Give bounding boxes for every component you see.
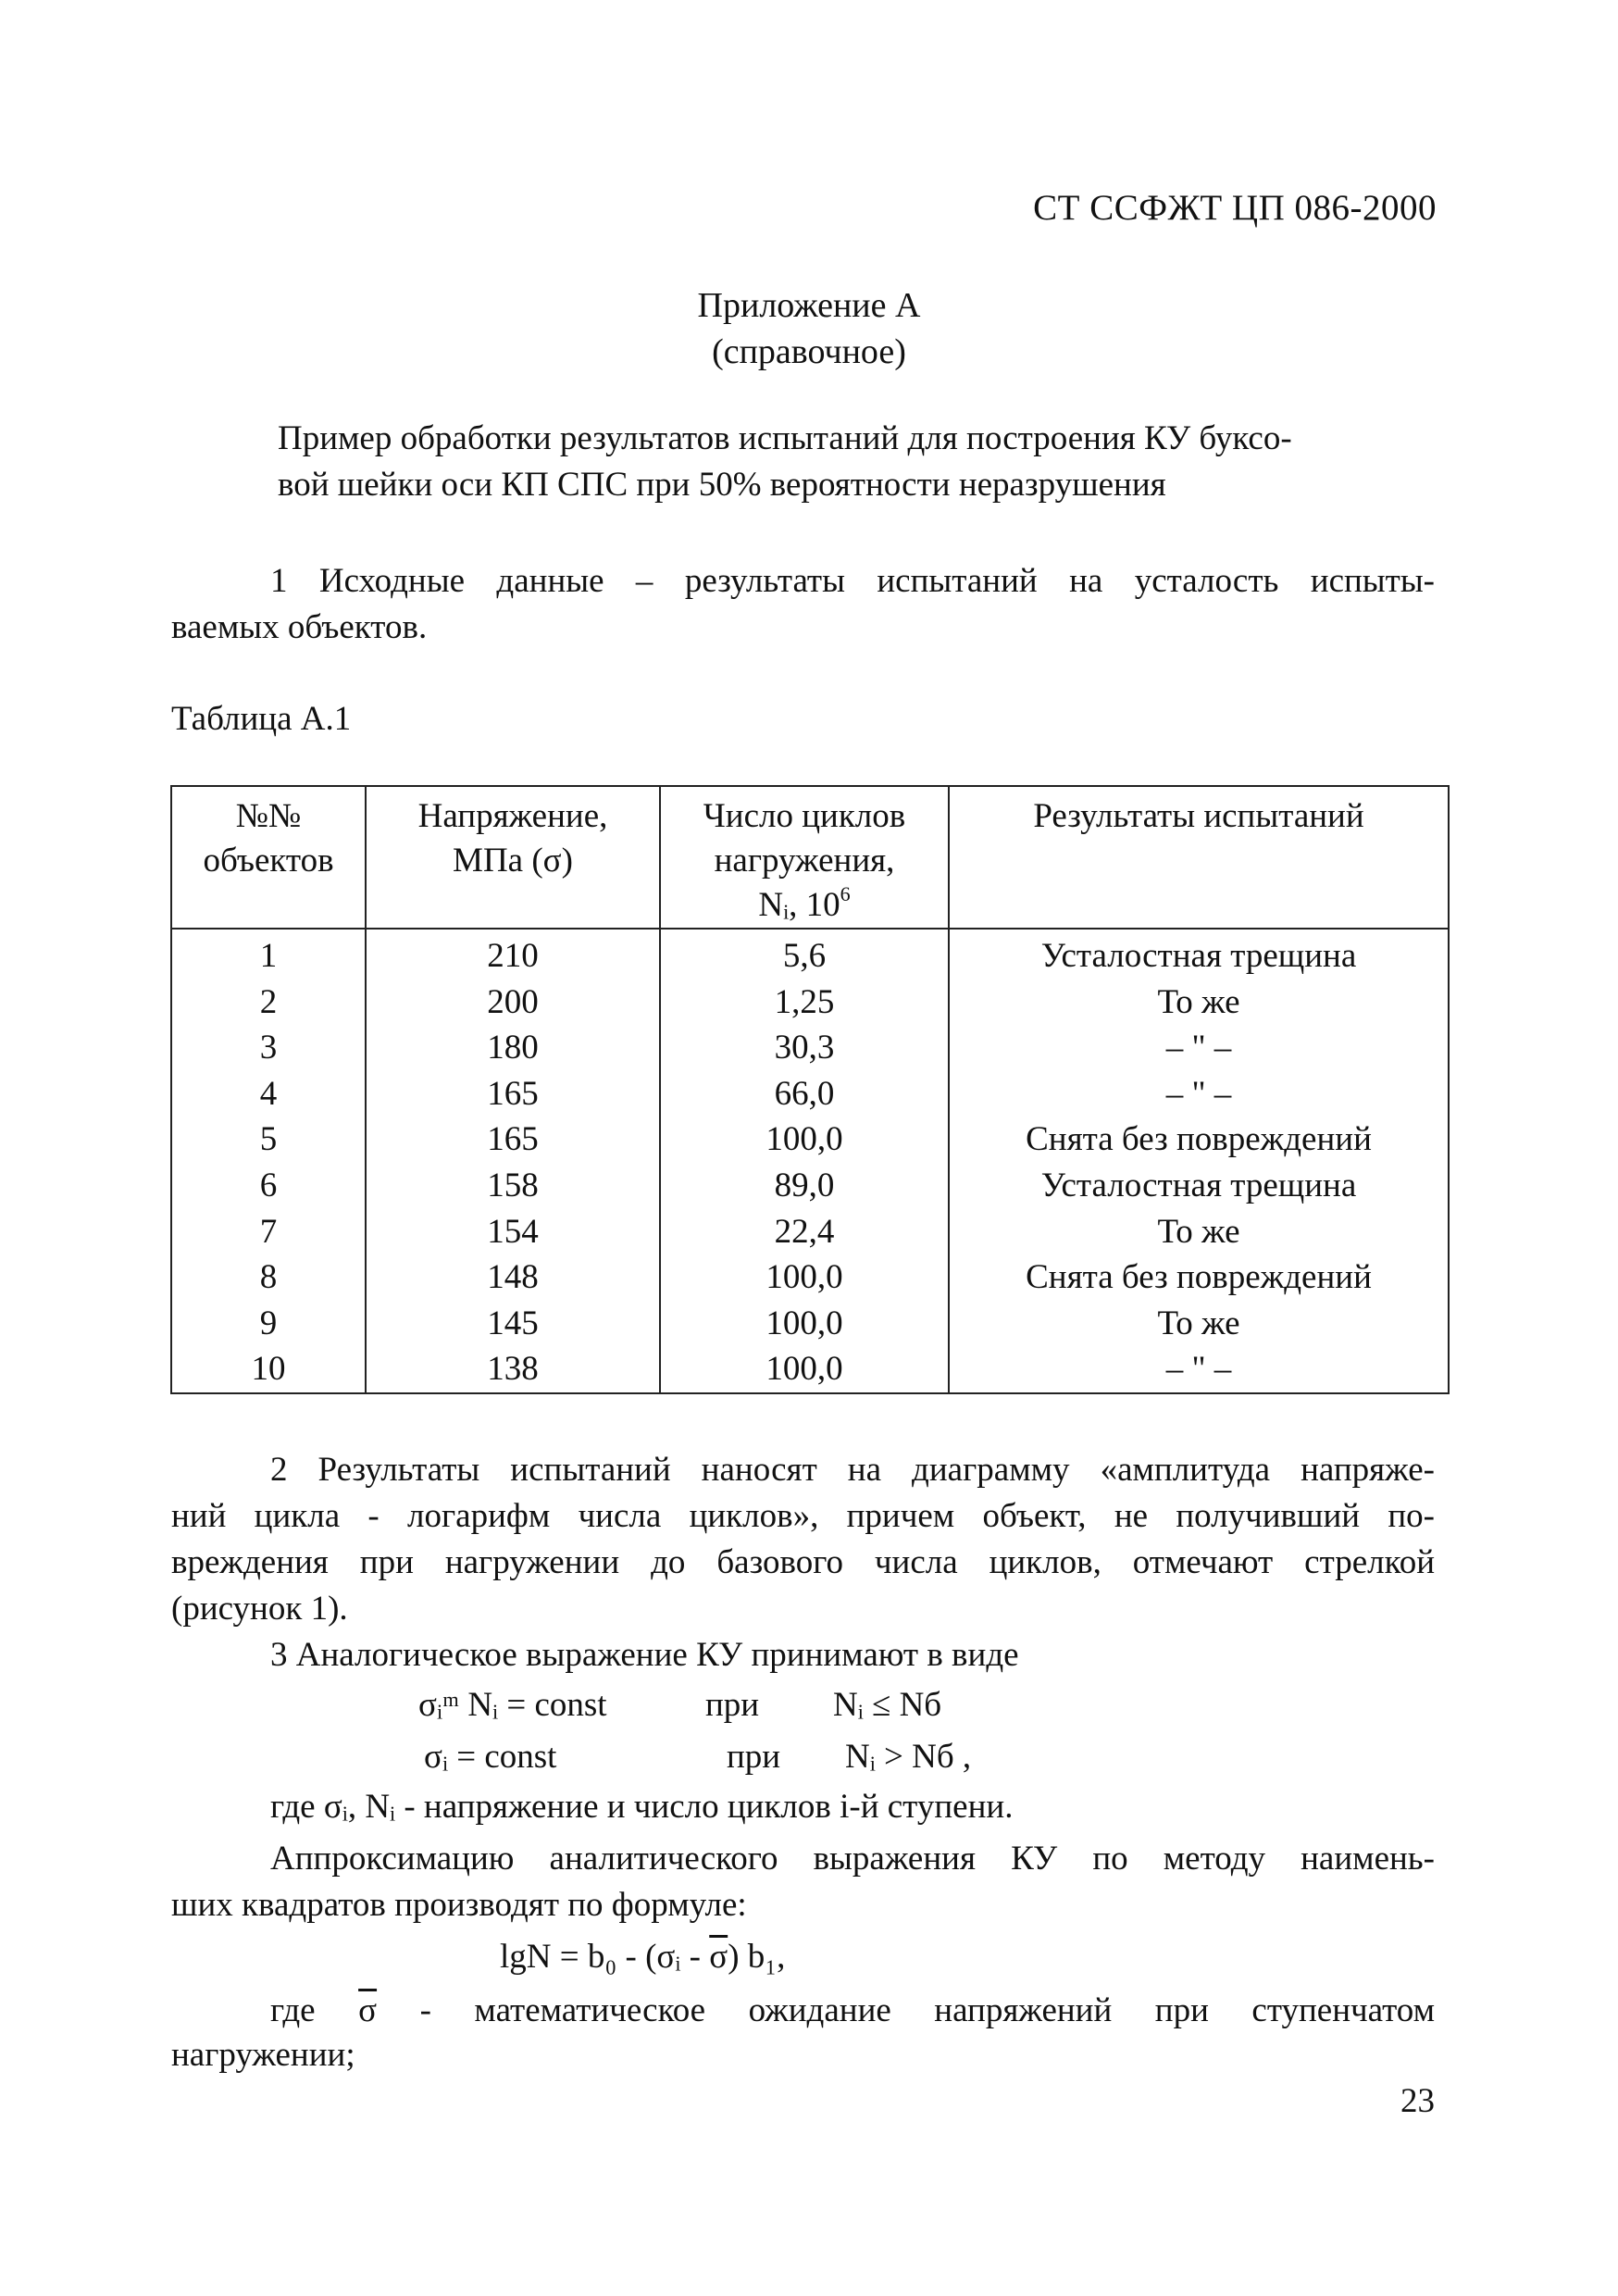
header-text: объектов (203, 842, 334, 880)
cell-stress: 200 (366, 980, 660, 1026)
cell-object-number: 9 (171, 1301, 366, 1347)
cell-stress: 154 (366, 1209, 660, 1255)
sigma-mean-symbol: $\overline{\sigma}$ (358, 1991, 378, 2029)
section2-line-3: вреждения при нагружении до базового числа циклов, отмечают стрелкой (171, 1543, 1435, 1581)
cell-cycles: 1,25 (660, 980, 949, 1026)
header-text: МПа (σ) (453, 842, 573, 880)
table-row (171, 1071, 1449, 1117)
section2-line-1: 2 Результаты испытаний наносят на диаграмму «амплитуда напряже- (270, 1451, 1435, 1489)
sigma-mean-symbol: $\overline{\sigma}$ (709, 1938, 728, 1976)
formula-3-part: ) b₁, (728, 1938, 786, 1976)
cell-object-number: 3 (171, 1025, 366, 1071)
header-text: №№ (235, 797, 302, 835)
cell-cycles: 89,0 (660, 1163, 949, 1209)
document-code: СТ ССФЖТ ЦП 086-2000 (1033, 188, 1437, 228)
cell-stress: 210 (366, 929, 660, 980)
cell-stress: 148 (366, 1254, 660, 1301)
cell-result: То же (949, 1301, 1449, 1347)
table-row (171, 1117, 1449, 1163)
formula-3 (500, 1937, 785, 1977)
formula-1-left: σᵢᵐ Nᵢ = const (418, 1686, 607, 1724)
results-table (170, 785, 1450, 1394)
appendix-subtitle: (справочное) (712, 332, 906, 371)
cell-result: Снята без повреждений (949, 1254, 1449, 1301)
cell-result: То же (949, 980, 1449, 1026)
cell-stress: 165 (366, 1071, 660, 1117)
header-stress (366, 786, 660, 929)
cell-result: – " – (949, 1346, 1449, 1393)
header-text: нагружения, (714, 842, 895, 880)
section2-line-2: ний цикла - логарифм числа циклов», причем объект, не получивший по- (171, 1497, 1435, 1535)
appendix-title: Приложение А (697, 286, 921, 325)
where-text: - математическое ожидание напряжений при ступенчатом (377, 1991, 1435, 2029)
heading-line-2: вой шейки оси КП СПС при 50% вероятности неразрушения (278, 466, 1166, 504)
cell-object-number: 8 (171, 1254, 366, 1301)
cell-stress: 158 (366, 1163, 660, 1209)
cell-result: То же (949, 1209, 1449, 1255)
cell-result: – " – (949, 1025, 1449, 1071)
table-row (171, 1025, 1449, 1071)
where-clause-1: где σᵢ, Nᵢ - напряжение и число циклов i-й ступени. (270, 1788, 1014, 1826)
where-text: где (270, 1991, 359, 2029)
exponent: 6 (840, 882, 851, 905)
section3-line-1: 3 Аналогическое выражение КУ принимают в виде (270, 1636, 1019, 1674)
cell-result: Снята без повреждений (949, 1117, 1449, 1163)
header-cycles (660, 786, 949, 929)
cell-stress: 138 (366, 1346, 660, 1393)
formula-2-right: Nᵢ > Nб , (845, 1738, 972, 1776)
cell-stress: 145 (366, 1301, 660, 1347)
header-text: Результаты испытаний (1033, 797, 1364, 835)
cell-cycles: 100,0 (660, 1254, 949, 1301)
table-row (171, 1163, 1449, 1209)
header-object-number (171, 786, 366, 929)
section1-line-1: 1 Исходные данные – результаты испытаний на усталость испыты- (270, 562, 1435, 600)
table-row (171, 1301, 1449, 1347)
section2-line-4: (рисунок 1). (171, 1590, 348, 1628)
cell-cycles: 100,0 (660, 1346, 949, 1393)
cell-cycles: 66,0 (660, 1071, 949, 1117)
table-row (171, 1346, 1449, 1393)
table-row (171, 1254, 1449, 1301)
header-results (949, 786, 1449, 929)
cell-object-number: 10 (171, 1346, 366, 1393)
approximation-line-2: ших квадратов производят по формуле: (171, 1886, 747, 1924)
header-text (661, 883, 948, 928)
where-clause-2 (270, 1990, 1435, 2030)
cell-result: Усталостная трещина (949, 1163, 1449, 1209)
cell-stress: 165 (366, 1117, 660, 1163)
cell-object-number: 4 (171, 1071, 366, 1117)
where-clause-2-line-2: нагружении; (171, 2036, 355, 2074)
cell-result: Усталостная трещина (949, 929, 1449, 980)
table-row (171, 980, 1449, 1026)
cell-cycles: 22,4 (660, 1209, 949, 1255)
cell-object-number: 7 (171, 1209, 366, 1255)
cell-result: – " – (949, 1071, 1449, 1117)
cell-cycles: 30,3 (660, 1025, 949, 1071)
header-text: Напряжение, (417, 797, 608, 835)
cell-stress: 180 (366, 1025, 660, 1071)
cell-object-number: 2 (171, 980, 366, 1026)
approximation-line-1: Аппроксимацию аналитического выражения КУ по методу наимень- (270, 1840, 1435, 1878)
formula-3-part: lgN = b₀ - (σᵢ - (500, 1938, 710, 1976)
formula-1-condition: при (705, 1686, 760, 1724)
header-text: Nᵢ, 10 (758, 886, 840, 924)
table-caption: Таблица А.1 (171, 700, 352, 738)
section1-line-2: ваемых объектов. (171, 608, 428, 646)
heading-line-1: Пример обработки результатов испытаний для построения КУ буксо- (278, 419, 1292, 457)
header-text: Число циклов (703, 797, 906, 835)
formula-2-left: σᵢ = const (424, 1738, 557, 1776)
table-row (171, 929, 1449, 980)
cell-object-number: 1 (171, 929, 366, 980)
formula-1-right: Nᵢ ≤ Nб (833, 1686, 942, 1724)
cell-cycles: 5,6 (660, 929, 949, 980)
table-row (171, 1209, 1449, 1255)
formula-2-condition: при (727, 1738, 781, 1776)
page-number: 23 (1400, 2082, 1435, 2120)
cell-cycles: 100,0 (660, 1301, 949, 1347)
cell-cycles: 100,0 (660, 1117, 949, 1163)
cell-object-number: 5 (171, 1117, 366, 1163)
table-header-row (171, 786, 1449, 929)
cell-object-number: 6 (171, 1163, 366, 1209)
